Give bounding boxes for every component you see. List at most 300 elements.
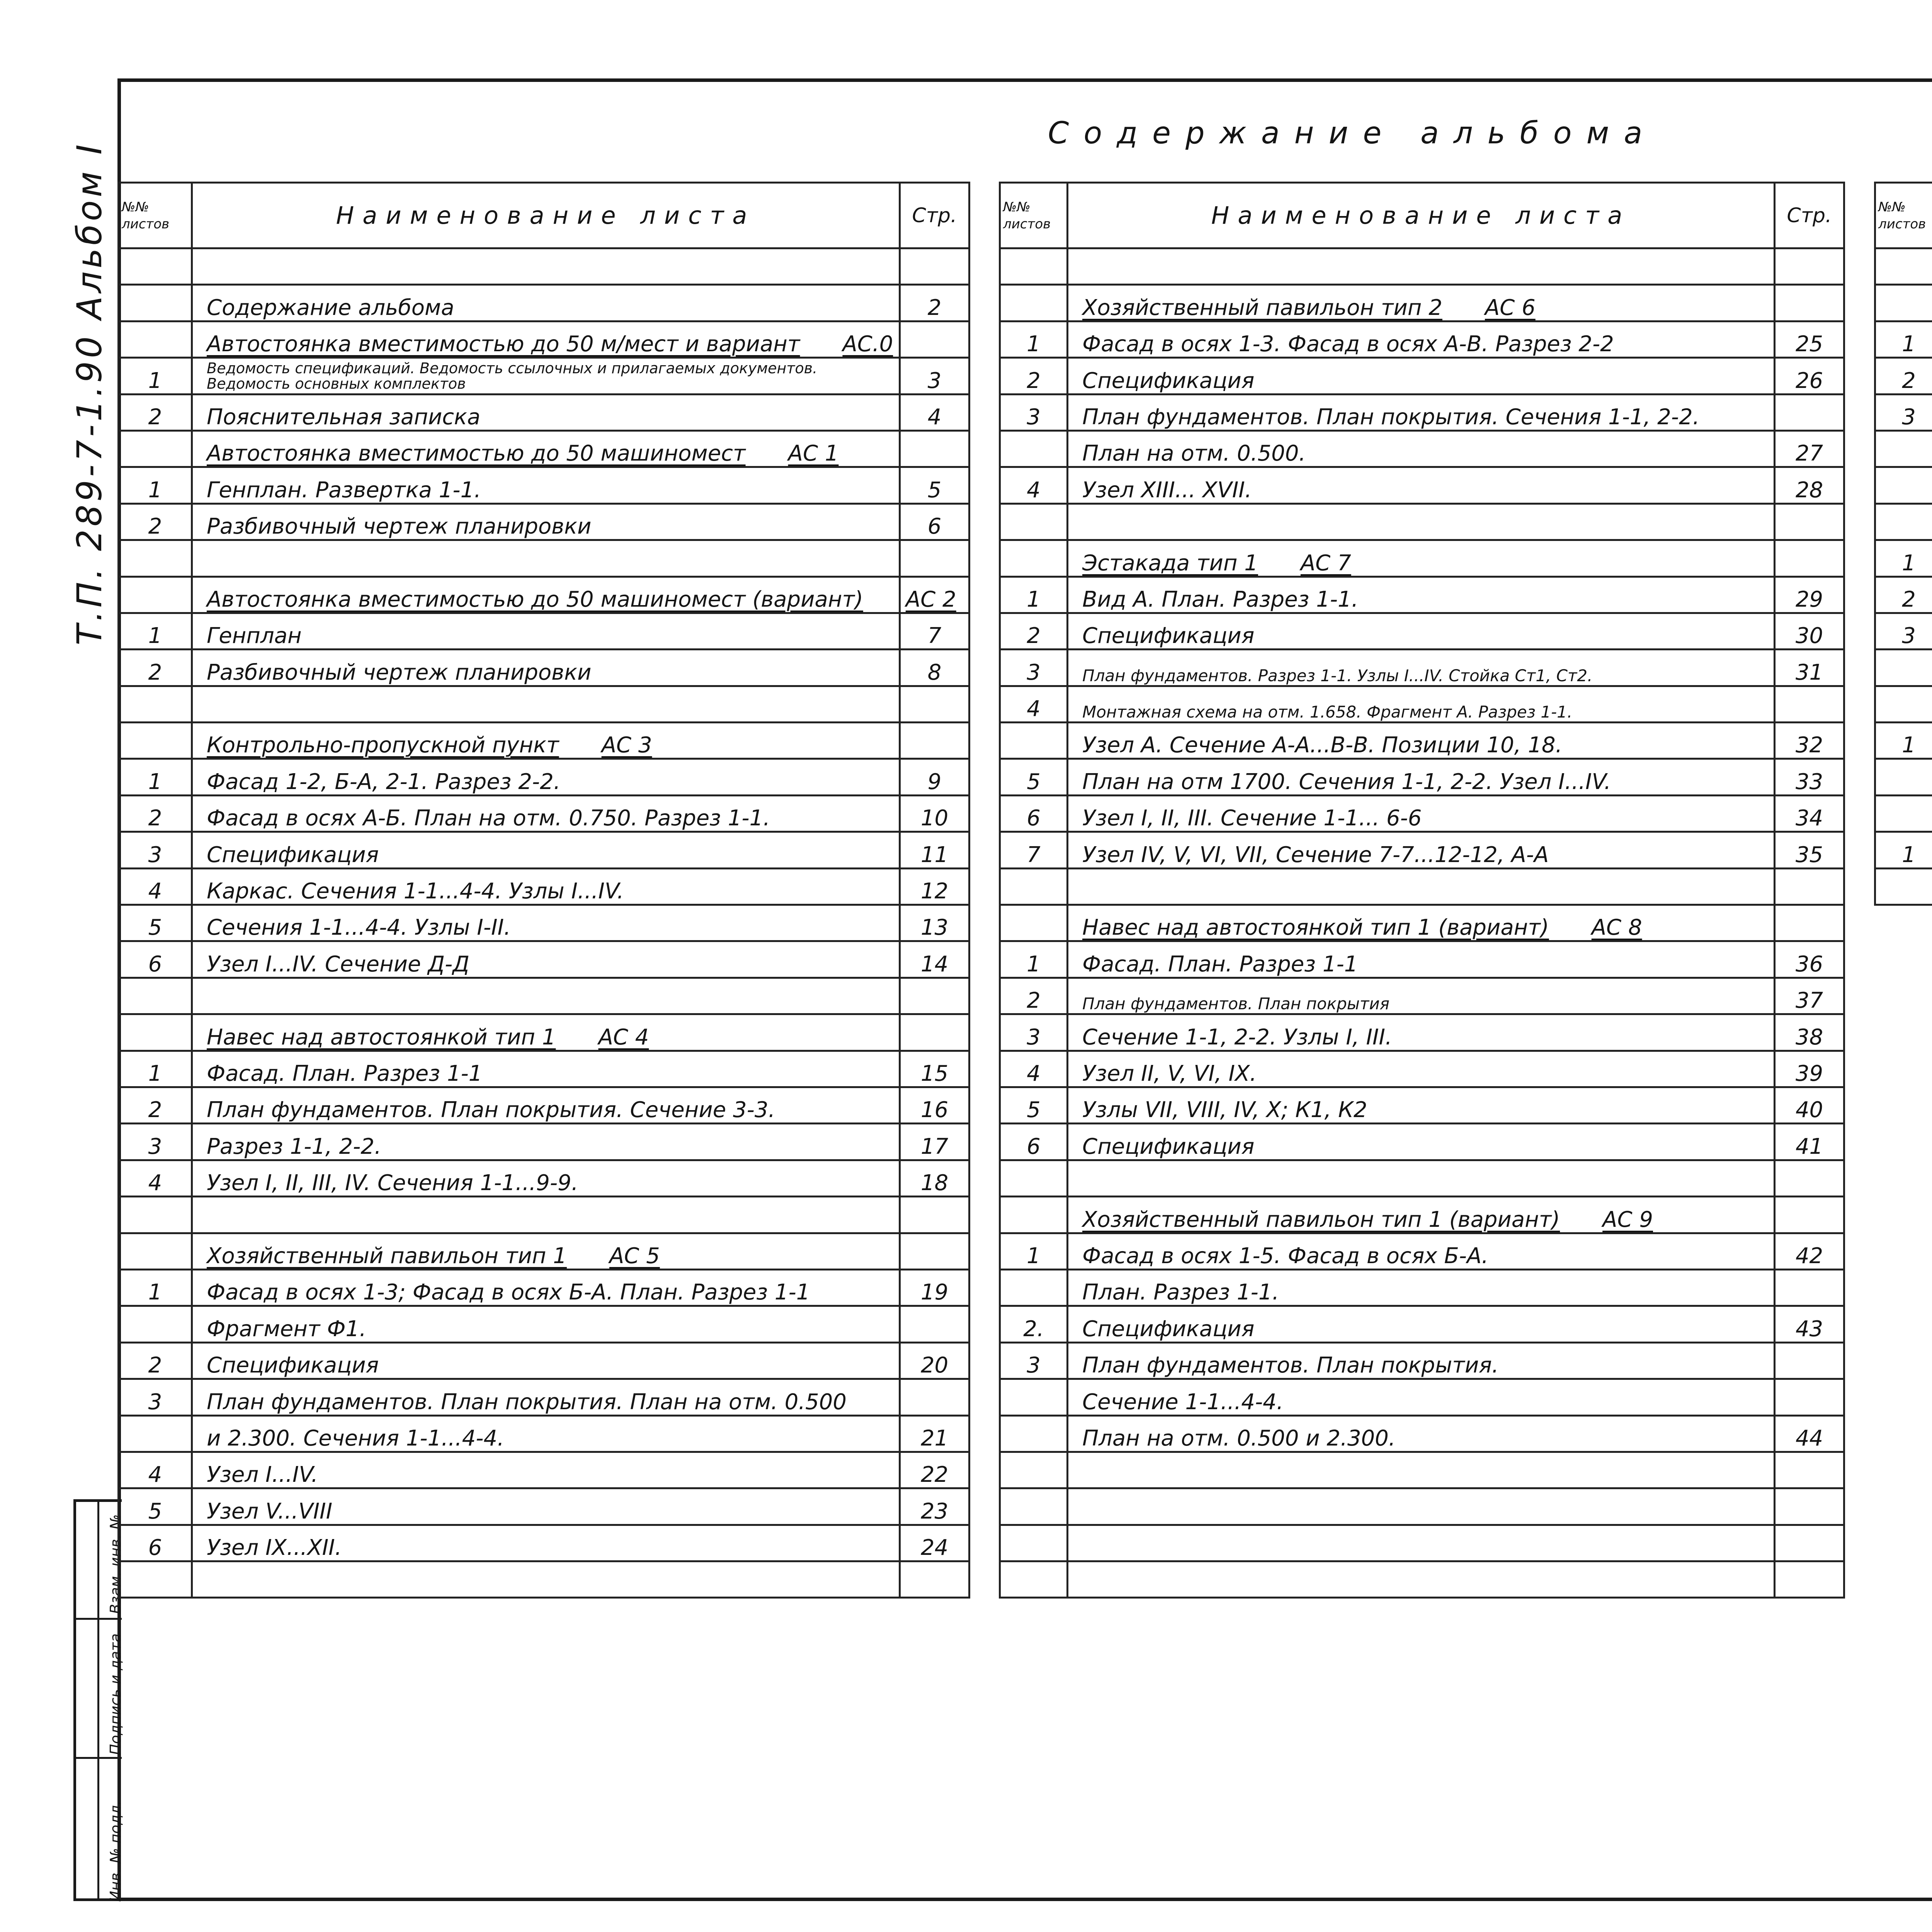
section-title: Хозяйственный павильон тип 2 (1082, 295, 1442, 320)
toc-table-2 (999, 182, 1845, 1599)
table-row (1875, 795, 1932, 832)
page-number-cell: 7 (900, 613, 969, 649)
sheet-name-cell (192, 1561, 900, 1598)
page-number-cell: 27 (1775, 430, 1844, 467)
sheet-name-cell: Узел I...IV. Сечение Д-Д (192, 941, 900, 978)
page-number-cell: 41 (1775, 1124, 1844, 1160)
table-row (119, 905, 969, 941)
sheet-name-cell (1068, 540, 1775, 577)
table-row (1000, 1306, 1844, 1342)
sheet-number-cell (119, 248, 192, 285)
table-row (1000, 1488, 1844, 1525)
page-number-cell (900, 1014, 969, 1051)
sheet-name-cell (192, 540, 900, 577)
section-code: АС 2 (905, 587, 956, 612)
sheet-number-cell: 2 (1875, 577, 1932, 613)
page-number-cell: 35 (1775, 832, 1844, 868)
table-row (1000, 540, 1844, 577)
sheet-number-cell: 3 (1875, 613, 1932, 649)
page-title: Содержание альбома (1048, 116, 1657, 151)
sheet-name-cell (192, 978, 900, 1014)
table-row (119, 1051, 969, 1087)
sheet-number-cell: 1 (119, 358, 192, 394)
table-row (119, 759, 969, 795)
table-row (1000, 1124, 1844, 1160)
sheet-number-cell: 2 (1000, 978, 1068, 1014)
sheet-number-cell: 1 (1000, 941, 1068, 978)
page-number-cell (1775, 686, 1844, 722)
sheet-number-cell (1875, 650, 1932, 686)
table-row (1000, 723, 1844, 759)
sheet-name-cell (1068, 905, 1775, 941)
page-number-cell (1775, 285, 1844, 321)
sheet-name-cell: Узел XIII... XVII. (1068, 467, 1775, 503)
sheet-name-cell: Пояснительная записка (192, 394, 900, 430)
table-row (1875, 467, 1932, 503)
sheet-name-cell (192, 577, 956, 613)
page-number-cell: 12 (900, 868, 969, 905)
stamp-cell-replace (76, 1502, 122, 1618)
section-code: АС 5 (609, 1243, 660, 1269)
sheet-number-cell: 2 (1000, 613, 1068, 649)
page-number-cell: 24 (900, 1525, 969, 1561)
page-number-cell: 32 (1775, 723, 1844, 759)
table-row (119, 978, 969, 1014)
page-number-cell (1775, 1269, 1844, 1306)
table-row (1000, 248, 1844, 285)
page-number-cell (1775, 868, 1844, 905)
table-row (1875, 832, 1932, 868)
sheet-number-cell: 5 (119, 905, 192, 941)
table-row (1875, 503, 1932, 540)
sheet-number-cell: 1 (1000, 321, 1068, 357)
sheet-number-cell: 3 (1000, 1342, 1068, 1379)
section-title: Автостоянка вместимостью до 50 м/мест и вариант (207, 332, 800, 357)
sheet-name-cell: Сечение 1-1...4-4. (1068, 1379, 1775, 1415)
table-row (1875, 358, 1932, 394)
sheet-name-cell: Монтажная схема на отм. 1.658. Фрагмент А. Разрез 1-1. (1068, 686, 1775, 722)
page-number-cell: 8 (900, 650, 969, 686)
table-row (119, 1525, 969, 1561)
table-row (1875, 248, 1932, 285)
sheet-name-cell: Спецификация (1068, 1306, 1775, 1342)
sheet-name-cell: Спецификация (1068, 613, 1775, 649)
sheet-number-cell (1000, 285, 1068, 321)
sheet-number-cell: 2 (119, 650, 192, 686)
page-number-cell (1775, 1197, 1844, 1233)
sheet-name-cell: Фасад в осях 1-5. Фасад в осях Б-А. (1068, 1233, 1775, 1269)
table-row (1875, 540, 1932, 577)
sheet-name-cell: План фундаментов. План покрытия. Сечение 3-3. (192, 1087, 900, 1123)
page-number-cell: 28 (1775, 467, 1844, 503)
table-row (1000, 795, 1844, 832)
toc-table-1 (117, 182, 970, 1599)
page-number-cell: 15 (900, 1051, 969, 1087)
sheet-number-cell: 1 (119, 467, 192, 503)
sheet-number-cell: 3 (1000, 394, 1068, 430)
page-number-cell: 3 (900, 358, 969, 394)
table-row (119, 467, 969, 503)
page-number-cell: 11 (900, 832, 969, 868)
table-row (1000, 321, 1844, 357)
toc-table-3 (1874, 182, 1932, 906)
sheet-number-cell (1000, 503, 1068, 540)
header-sheet-no: №№ листов (1000, 183, 1068, 248)
sheet-name-cell (1068, 1452, 1775, 1488)
sheet-number-cell: 4 (119, 1160, 192, 1196)
table-row (1000, 467, 1844, 503)
table-row (119, 941, 969, 978)
sheet-name-cell: План на отм 1700. Сечения 1-1, 2-2. Узел I...IV. (1068, 759, 1775, 795)
sheet-name-cell: Фасад в осях 1-3. Фасад в осях А-В. Разрез 2-2 (1068, 321, 1775, 357)
table-row (1000, 285, 1844, 321)
table-row (1875, 613, 1932, 649)
page-number-cell (1775, 394, 1844, 430)
sheet-name-cell (192, 723, 900, 759)
sheet-name-cell: Фасад 1-2, Б-А, 2-1. Разрез 2-2. (192, 759, 900, 795)
table-row (1000, 1561, 1844, 1598)
page-number-cell (900, 1197, 969, 1233)
sheet-number-cell: 1 (1000, 577, 1068, 613)
sheet-number-cell: 3 (1875, 394, 1932, 430)
table-row (119, 650, 969, 686)
sheet-name-cell (1068, 1561, 1775, 1598)
page-number-cell: 4 (900, 394, 969, 430)
sheet-number-cell (119, 285, 192, 321)
page-number-cell: 44 (1775, 1415, 1844, 1452)
sheet-name-cell: Спецификация (1068, 358, 1775, 394)
sheet-number-cell: 1 (119, 759, 192, 795)
sheet-name-cell: План. Разрез 1-1. (1068, 1269, 1775, 1306)
sheet-number-cell: 2 (119, 394, 192, 430)
table-row (1000, 650, 1844, 686)
sheet-number-cell (1000, 1197, 1068, 1233)
sheet-name-cell: Каркас. Сечения 1-1...4-4. Узлы I...IV. (192, 868, 900, 905)
sheet-number-cell (1875, 285, 1932, 321)
sheet-number-cell (1875, 686, 1932, 722)
sheet-name-cell: Фасад в осях А-Б. План на отм. 0.750. Разрез 1-1. (192, 795, 900, 832)
page-number-cell: 19 (900, 1269, 969, 1306)
page-number-cell: 22 (900, 1452, 969, 1488)
table-row (1000, 941, 1844, 978)
table-row (1000, 1452, 1844, 1488)
page-number-cell (1775, 1379, 1844, 1415)
sheet-number-cell (1875, 795, 1932, 832)
sheet-name-cell: План на отм. 0.500 и 2.300. (1068, 1415, 1775, 1452)
sheet-number-cell (119, 723, 192, 759)
table-row (1000, 1379, 1844, 1415)
table-row (1000, 1269, 1844, 1306)
sheet-name-cell: Узел II, V, VI, IX. (1068, 1051, 1775, 1087)
section-title: Хозяйственный павильон тип 1 (207, 1243, 567, 1269)
sheet-number-cell (1000, 1525, 1068, 1561)
page-number-cell (1775, 1561, 1844, 1598)
sheet-number-cell (1000, 1561, 1068, 1598)
table-row (1000, 503, 1844, 540)
table-row (1875, 759, 1932, 795)
sheet-name-cell: Спецификация (192, 832, 900, 868)
page-number-cell: 36 (1775, 941, 1844, 978)
page-number-cell: 37 (1775, 978, 1844, 1014)
sheet-number-cell: 1 (1875, 321, 1932, 357)
page-number-cell: 40 (1775, 1087, 1844, 1123)
page-number-cell (1775, 540, 1844, 577)
sheet-number-cell (119, 577, 192, 613)
table-row (1000, 1014, 1844, 1051)
stamp-label-replace: Взам. инв. № (107, 1514, 124, 1614)
sheet-number-cell: 2. (1000, 1306, 1068, 1342)
table-row (1875, 577, 1932, 613)
sheet-number-cell (119, 686, 192, 722)
sheet-number-cell: 3 (1000, 1014, 1068, 1051)
page-number-cell (1775, 1342, 1844, 1379)
page-number-cell (900, 1306, 969, 1342)
stamp-cell-inv (76, 1757, 122, 1904)
sheet-number-cell (1875, 759, 1932, 795)
page-number-cell (1775, 1488, 1844, 1525)
sheet-number-cell: 4 (119, 1452, 192, 1488)
page-number-cell (900, 430, 969, 467)
sheet-name-cell: Узел А. Сечение А-А...В-В. Позиции 10, 18. (1068, 723, 1775, 759)
sheet-number-cell (1875, 248, 1932, 285)
sheet-number-cell: 2 (1875, 358, 1932, 394)
table-row (1000, 905, 1844, 941)
table-row (1875, 430, 1932, 467)
table-row (1000, 759, 1844, 795)
sheet-name-cell: План на отм. 0.500. (1068, 430, 1775, 467)
table-row (1000, 1197, 1844, 1233)
page-number-cell: 5 (900, 467, 969, 503)
sheet-number-cell: 3 (119, 1124, 192, 1160)
sheet-name-cell: Узлы VII, VIII, IV, X; К1, К2 (1068, 1087, 1775, 1123)
sheet-number-cell: 2 (119, 1087, 192, 1123)
table-row (119, 832, 969, 868)
table-row (119, 795, 969, 832)
table-row (1000, 868, 1844, 905)
sheet-name-cell: Разрез 1-1, 2-2. (192, 1124, 900, 1160)
sheet-number-cell (1000, 905, 1068, 941)
header-page: Стр. (900, 183, 969, 248)
page-number-cell: 10 (900, 795, 969, 832)
page-number-cell: 33 (1775, 759, 1844, 795)
sheet-name-cell (192, 686, 900, 722)
sheet-number-cell (119, 1306, 192, 1342)
page-number-cell: 23 (900, 1488, 969, 1525)
section-code: АС 8 (1591, 915, 1642, 940)
section-code: АС 9 (1602, 1207, 1653, 1232)
table-row (1000, 577, 1844, 613)
page-number-cell: 42 (1775, 1233, 1844, 1269)
page-number-cell: 39 (1775, 1051, 1844, 1087)
sheet-name-cell (192, 430, 900, 467)
page-number-cell (900, 686, 969, 722)
section-title: Автостоянка вместимостью до 50 машиномест (вариант) (207, 587, 863, 612)
header-sheet-no: №№ листов (1875, 183, 1932, 248)
page-number-cell (1775, 503, 1844, 540)
page-number-cell: 14 (900, 941, 969, 978)
header-sheet-no: №№ листов (119, 183, 192, 248)
sheet-name-cell: Разбивочный чертеж планировки (192, 650, 900, 686)
sheet-name-cell: Сечение 1-1, 2-2. Узлы I, III. (1068, 1014, 1775, 1051)
stamp-label-inv: Инв. № подл. (107, 1800, 124, 1902)
sheet-name-cell: Фасад. План. Разрез 1-1 (1068, 941, 1775, 978)
sheet-number-cell: 3 (119, 1379, 192, 1415)
table-row (1875, 321, 1932, 357)
sheet-name-cell: Спецификация (192, 1342, 900, 1379)
page-number-cell (900, 248, 969, 285)
sheet-number-cell (1000, 868, 1068, 905)
table-row (1875, 723, 1932, 759)
table-row (119, 540, 969, 577)
sheet-name-cell: План фундаментов. План покрытия. Сечения 1-1, 2-2. (1068, 394, 1775, 430)
sheet-name-cell (192, 1197, 900, 1233)
sheet-number-cell: 3 (119, 832, 192, 868)
sheet-number-cell (119, 1415, 192, 1452)
table-row (119, 686, 969, 722)
sheet-number-cell: 4 (1000, 467, 1068, 503)
sheet-name-cell: Вид А. План. Разрез 1-1. (1068, 577, 1775, 613)
sheet-name-cell: Генплан (192, 613, 900, 649)
table-row (1875, 285, 1932, 321)
table-row (1875, 686, 1932, 722)
sheet-name-cell: Ведомость спецификаций. Ведомость ссылочных и прилагаемых документов. Ведомость основных комплектов (192, 358, 900, 394)
page-number-cell: 26 (1775, 358, 1844, 394)
sheet-name-cell (1068, 1488, 1775, 1525)
sheet-name-cell (192, 1233, 900, 1269)
table-row (1875, 394, 1932, 430)
page-number-cell (900, 321, 969, 357)
table-row (1000, 1087, 1844, 1123)
sheet-number-cell (1000, 723, 1068, 759)
table-row (119, 394, 969, 430)
sheet-name-cell: Сечения 1-1...4-4. Узлы I-II. (192, 905, 900, 941)
table-row (119, 1452, 969, 1488)
sheet-name-cell: Разбивочный чертеж планировки (192, 503, 900, 540)
sheet-number-cell: 3 (1000, 650, 1068, 686)
page-number-cell: 38 (1775, 1014, 1844, 1051)
section-title: Хозяйственный павильон тип 1 (вариант) (1082, 1207, 1560, 1232)
toc-header-row (1000, 183, 1844, 248)
table-row (119, 613, 969, 649)
table-row (1875, 868, 1932, 905)
sheet-number-cell (1000, 1160, 1068, 1196)
sheet-name-cell: Узел I, II, III. Сечение 1-1... 6-6 (1068, 795, 1775, 832)
sheet-name-cell: Узел IV, V, VI, VII, Сечение 7-7...12-12, А-А (1068, 832, 1775, 868)
page-number-cell (900, 1379, 969, 1415)
table-row (119, 248, 969, 285)
sheet-number-cell: 1 (1000, 1233, 1068, 1269)
sheet-number-cell: 2 (1000, 358, 1068, 394)
header-page: Стр. (1775, 183, 1844, 248)
page-number-cell (900, 540, 969, 577)
page-number-cell: 6 (900, 503, 969, 540)
page-number-cell (1775, 1525, 1844, 1561)
page-number-cell: 43 (1775, 1306, 1844, 1342)
sheet-number-cell (1000, 1488, 1068, 1525)
sheet-number-cell (1000, 1452, 1068, 1488)
table-row (119, 1342, 969, 1379)
sheet-number-cell (1875, 868, 1932, 905)
page-number-cell: 34 (1775, 795, 1844, 832)
page-number-cell: 9 (900, 759, 969, 795)
header-sheet-name: Наименование листа (1068, 183, 1775, 248)
table-row (1000, 394, 1844, 430)
table-row (1000, 1525, 1844, 1561)
section-code: АС 7 (1300, 550, 1351, 576)
table-row (1000, 686, 1844, 722)
sheet-number-cell (1000, 1415, 1068, 1452)
table-row (119, 1379, 969, 1415)
sheet-number-cell: 6 (1000, 1124, 1068, 1160)
sheet-name-cell (1068, 248, 1775, 285)
sheet-name-cell: Узел I...IV. (192, 1452, 900, 1488)
sheet-number-cell (119, 978, 192, 1014)
sheet-number-cell (119, 1197, 192, 1233)
sheet-number-cell (1000, 430, 1068, 467)
sheet-name-cell: Фасад. План. Разрез 1-1 (192, 1051, 900, 1087)
sheet-number-cell (1875, 467, 1932, 503)
sheet-name-cell (192, 248, 900, 285)
table-row (119, 358, 969, 394)
sheet-number-cell (1875, 430, 1932, 467)
sheet-number-cell (119, 1014, 192, 1051)
section-code: АС 1 (788, 441, 839, 466)
table-row (119, 285, 969, 321)
sheet-name-cell (192, 285, 900, 321)
sheet-name-cell: План фундаментов. План покрытия (1068, 978, 1775, 1014)
page-number-cell: 13 (900, 905, 969, 941)
sheet-name-cell: Спецификация (1068, 1124, 1775, 1160)
table-row (119, 1488, 969, 1525)
table-row (119, 723, 969, 759)
sheet-number-cell: 6 (119, 941, 192, 978)
sheet-name-cell: Узел V...VIII (192, 1488, 900, 1525)
table-row (1000, 358, 1844, 394)
table-row (119, 1269, 969, 1306)
sheet-name-cell: Узел IX...XII. (192, 1525, 900, 1561)
page-number-cell (1775, 248, 1844, 285)
sheet-number-cell: 2 (119, 1342, 192, 1379)
sheet-number-cell: 6 (119, 1525, 192, 1561)
sheet-name-cell (1068, 868, 1775, 905)
table-row (119, 1160, 969, 1196)
page-number-cell (900, 1561, 969, 1598)
sheet-number-cell (1000, 1269, 1068, 1306)
table-row (1000, 978, 1844, 1014)
table-row (119, 577, 969, 613)
sheet-number-cell: 2 (119, 795, 192, 832)
table-row (1875, 650, 1932, 686)
table-row (1000, 832, 1844, 868)
page-number-cell (900, 978, 969, 1014)
sheet-number-cell (119, 430, 192, 467)
table-row (1000, 430, 1844, 467)
table-row (1000, 1342, 1844, 1379)
sheet-name-cell (1068, 1197, 1775, 1233)
section-title: Автостоянка вместимостью до 50 машиномест (207, 441, 746, 466)
stamp-label-sign: Подпись и дата (107, 1633, 124, 1755)
page-number-cell: 25 (1775, 321, 1844, 357)
page-number-cell: 21 (900, 1415, 969, 1452)
table-row (119, 1124, 969, 1160)
sheet-number-cell: 6 (1000, 795, 1068, 832)
table-row (1000, 613, 1844, 649)
sheet-number-cell: 1 (1875, 832, 1932, 868)
table-row (119, 868, 969, 905)
sheet-number-cell: 7 (1000, 832, 1068, 868)
approval-stamp (73, 1499, 122, 1901)
page-number-cell (900, 1233, 969, 1269)
